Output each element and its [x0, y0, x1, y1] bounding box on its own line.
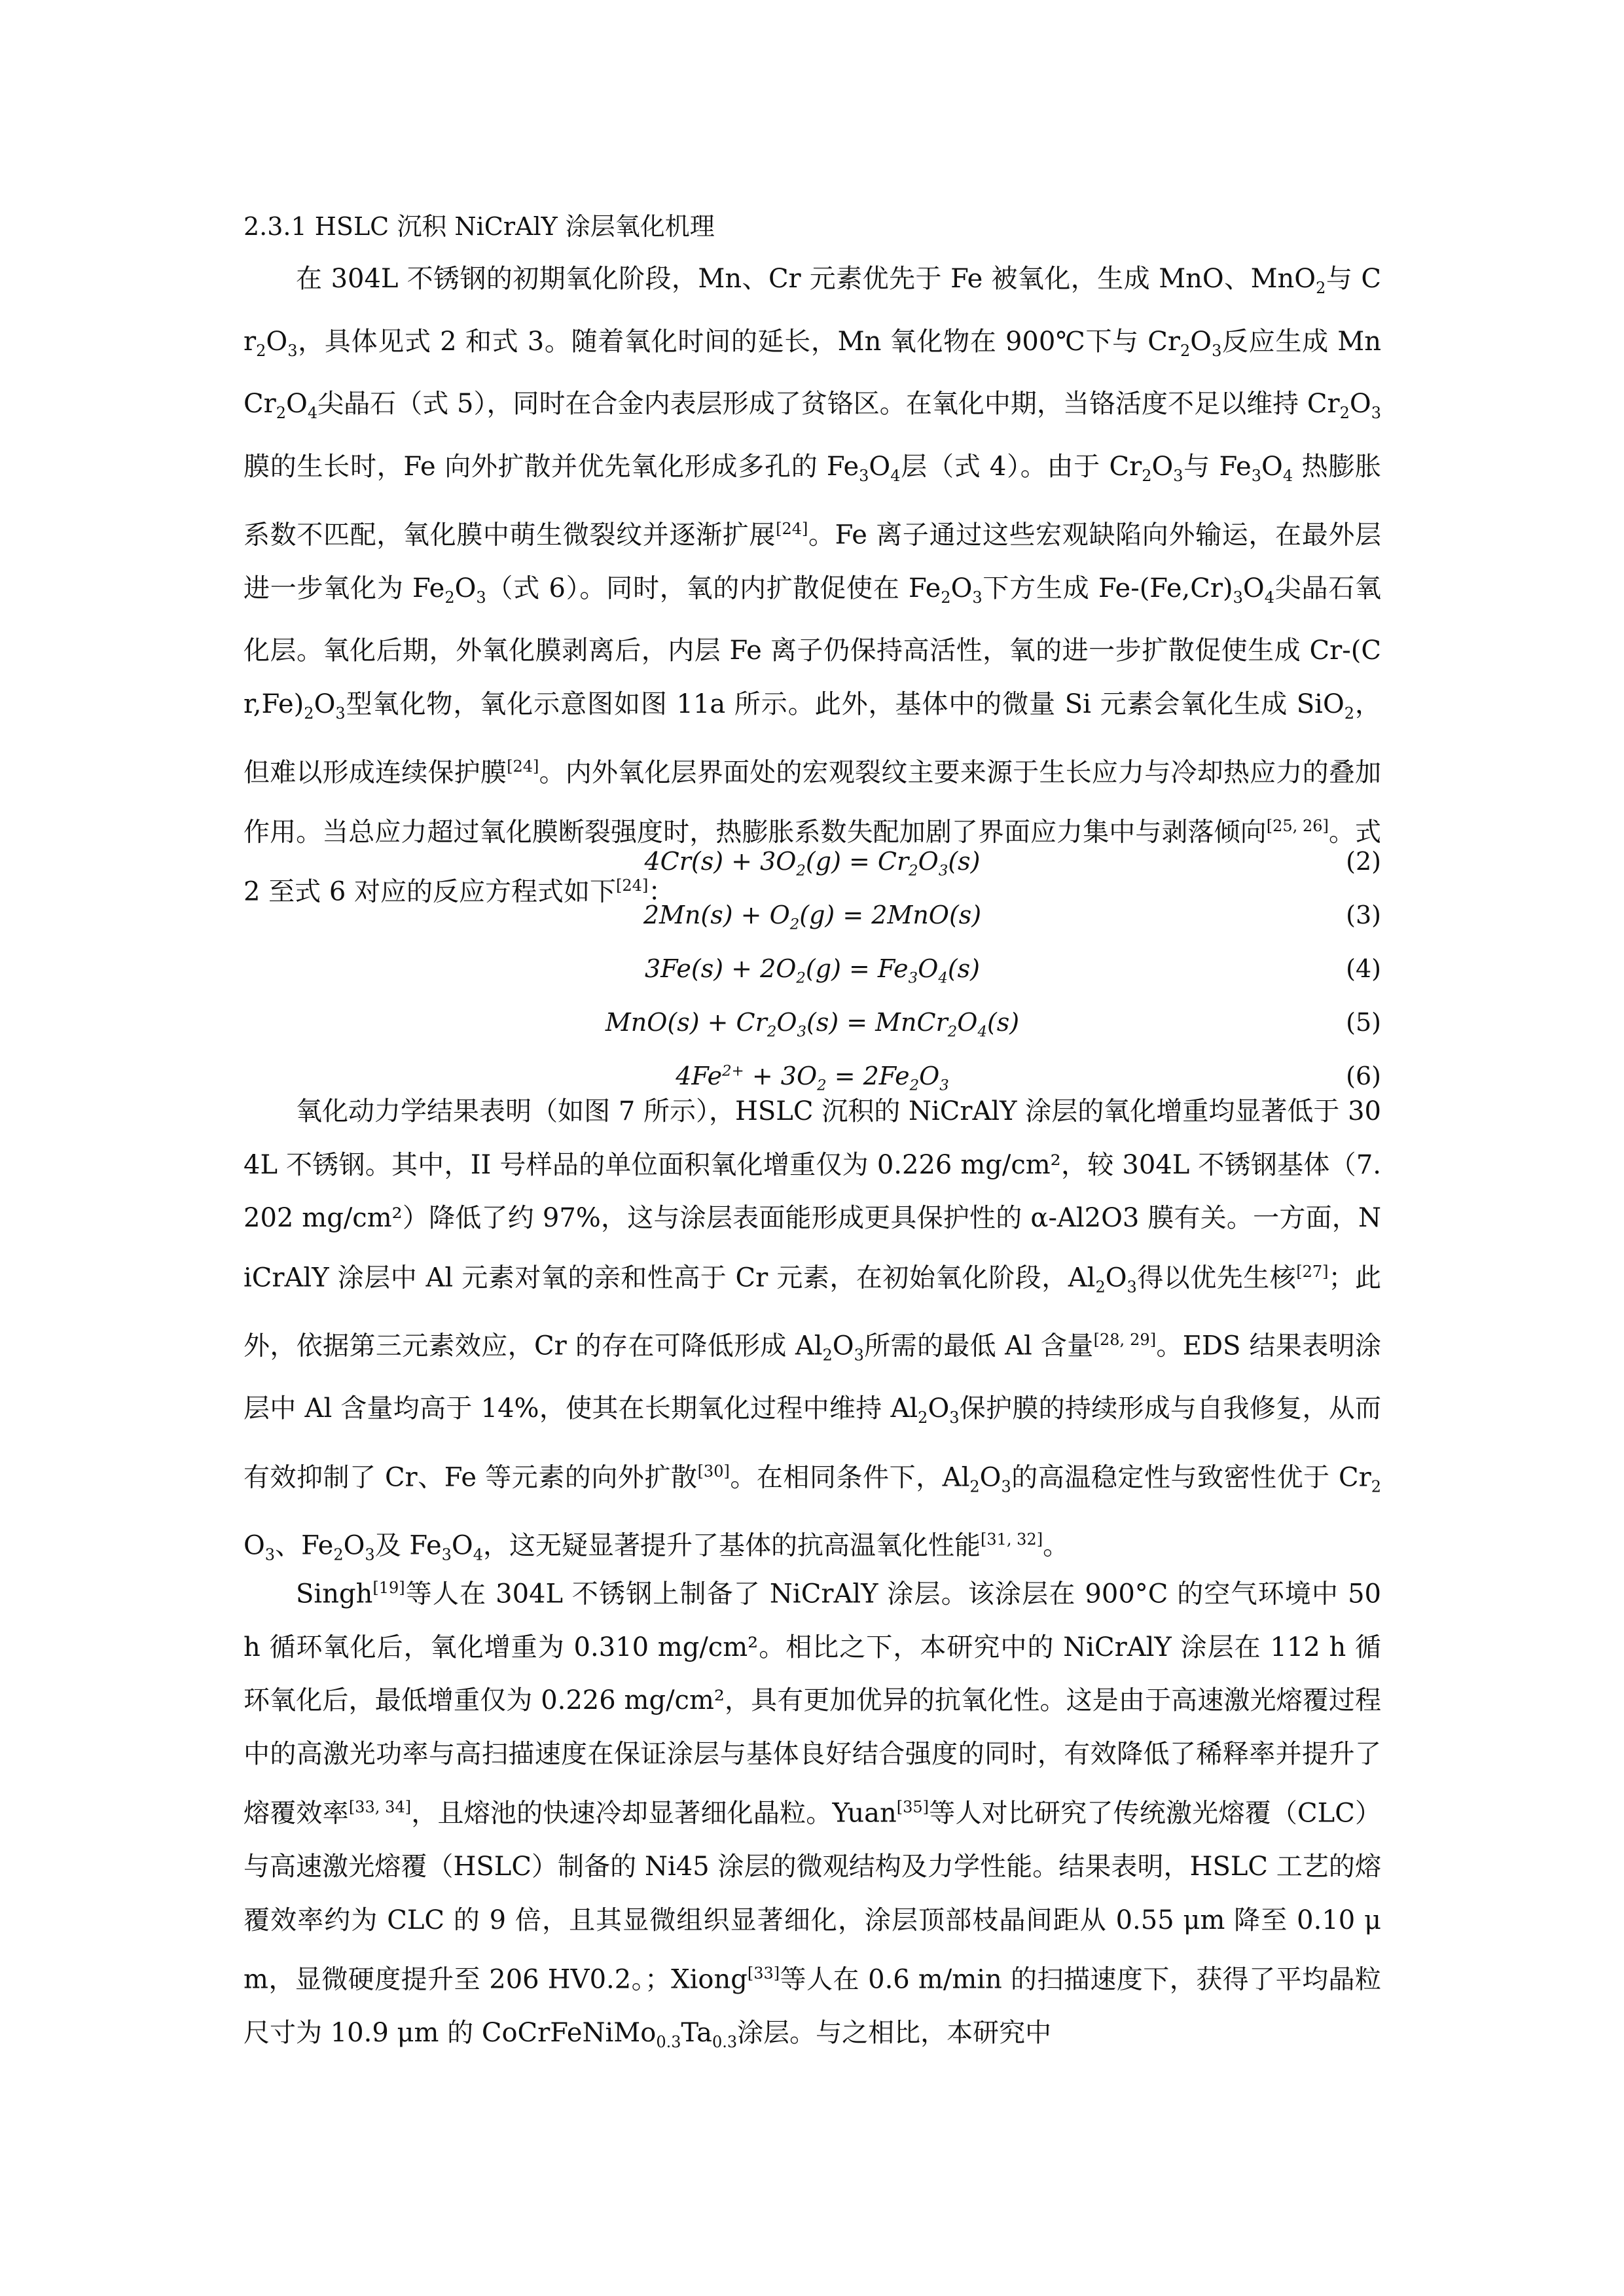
text-run: (s) — [947, 954, 981, 983]
subscript: 3 — [264, 1545, 276, 1564]
text-run: 层（式 4）。由于 Cr — [900, 451, 1142, 482]
text-run: O — [832, 1331, 854, 1361]
text-run: 型氧化物，氧化示意图如图 11a 所示。此外，基体中的微量 Si 元素会氧化生成 SiO — [345, 689, 1344, 719]
text-run: O — [950, 573, 973, 603]
text-run: (s) = MnCr — [806, 1008, 948, 1037]
equation-number: (3) — [1346, 901, 1381, 929]
subscript: 3 — [938, 862, 948, 880]
subscript: 2 — [918, 1408, 928, 1427]
text-run: O — [776, 1008, 797, 1037]
subscript: 3 — [797, 1023, 806, 1041]
text-run: 保护膜的持续形成与自我修复，从而有效抑制了 Cr、Fe 等元素的向外扩散 — [244, 1393, 1382, 1492]
equation-expression — [244, 847, 1381, 880]
text-run: 2Mn(s) + O — [643, 901, 790, 929]
text-run: O — [957, 1008, 978, 1037]
superscript: [25, 26] — [1266, 817, 1329, 836]
equation-expression — [244, 1008, 1381, 1041]
subscript: 2 — [333, 1545, 344, 1564]
subscript: 2 — [941, 588, 951, 607]
subscript: 3 — [939, 1077, 949, 1094]
subscript: 2 — [276, 404, 287, 422]
text-run: （式 6）。同时，氧的内扩散促使在 Fe — [486, 573, 941, 603]
subscript: 2 — [817, 1077, 827, 1094]
superscript: [24] — [616, 876, 649, 895]
subscript: 2 — [909, 1077, 920, 1094]
subscript: 2 — [1180, 341, 1191, 360]
subscript: 3 — [1212, 341, 1222, 360]
subscript: 3 — [1127, 1277, 1137, 1296]
text-run: O — [918, 954, 939, 983]
text-run: 所需的最低 Al 含量 — [863, 1331, 1094, 1361]
subscript: 3 — [859, 466, 869, 485]
text-run: 4Cr(s) + 3O — [644, 847, 797, 876]
text-run: 氧化动力学结果表明（如图 7 所示），HSLC 沉积的 NiCrAlY 涂层的氧化增重均显著低于 304L 不锈钢。其中，II 号样品的单位面积氧化增重仅为 0.226 mg/cm²，较 304L 不锈钢基体（7.202 mg/cm²）降低了约 97%，这与涂层表面能形成更具保护性的 α-Al2O3 膜有关。一方面，NiCrAlY 涂层中 Al 元素对氧的亲和性高于 Cr 元素，在初始氧化阶段，Al — [244, 1096, 1381, 1293]
subscript: 2 — [767, 1023, 777, 1041]
subscript: 3 — [1173, 466, 1183, 485]
text-run: O — [454, 573, 477, 603]
superscript: [27] — [1296, 1262, 1329, 1281]
superscript: [33] — [747, 1964, 780, 1983]
text-run: 。内外氧化层界面处的宏观裂纹主要来源于生长应力与冷却热应力的叠加作用。当总应力超过氧化膜断裂强度时，热膨胀系数失配加剧了界面应力集中与剥落倾向 — [244, 757, 1382, 848]
equation-expression — [244, 954, 1381, 987]
subscript: 4 — [1264, 588, 1274, 607]
subscript: 4 — [307, 404, 318, 422]
subscript: 4 — [977, 1023, 987, 1041]
text-run: (g) = 2MnO(s) — [799, 901, 982, 929]
subscript: 3 — [1251, 466, 1262, 485]
text-run: = 2Fe — [826, 1062, 910, 1090]
text-run: (s) — [986, 1008, 1020, 1037]
text-run: Ta — [681, 2017, 712, 2048]
text-run: O — [1151, 451, 1174, 482]
text-run: (g) = Fe — [805, 954, 909, 983]
equation-block — [244, 839, 1381, 1107]
text-run: ，这无疑显著提升了基体的抗高温氧化性能 — [483, 1530, 981, 1561]
subscript: 3 — [476, 588, 486, 607]
superscript: [35] — [896, 1798, 929, 1817]
subscript: 4 — [473, 1545, 483, 1564]
subscript: 3 — [441, 1545, 452, 1564]
superscript: [24] — [507, 757, 539, 776]
text-run: ，但难以形成连续保护膜 — [244, 689, 1381, 788]
subscript: 2 — [822, 1346, 833, 1365]
subscript: 2 — [796, 862, 806, 880]
subscript: 3 — [854, 1346, 864, 1365]
text-run: (s) — [948, 847, 981, 876]
text-run: 下方生成 Fe-(Fe,Cr) — [982, 573, 1233, 603]
equation-number: (4) — [1346, 954, 1381, 983]
subscript: 2 — [256, 341, 266, 360]
subscript: 2 — [1142, 466, 1152, 485]
subscript: 2 — [1344, 704, 1355, 723]
text-run: ，具体见式 2 和式 3。随着氧化时间的延长，Mn 氧化物在 900℃下与 Cr — [297, 326, 1180, 357]
text-run: 的高温稳定性与致密性优于 Cr — [1011, 1462, 1371, 1492]
text-run: 膜的生长时，Fe 向外扩散并优先氧化形成多孔的 Fe — [244, 451, 859, 482]
text-run: O — [1242, 573, 1265, 603]
superscript: [24] — [776, 520, 808, 538]
subscript: 3 — [335, 704, 346, 723]
text-run: MnO(s) + Cr — [605, 1008, 767, 1037]
text-run: 等人对比研究了传统激光熔覆（CLC）与高速激光熔覆（HSLC）制备的 Ni45 涂层的微观结构及力学性能。结果表明，HSLC 工艺的熔覆效率约为 CLC 的 9 倍，且其显微组织显著细化，涂层顶部枝晶间距从 0.55 μm 降至 0.10 μm，显微硬度提升至 206 HV0.2。；Xiong — [244, 1798, 1382, 1995]
equation-3 — [244, 893, 1381, 946]
text-run: O — [979, 1462, 1001, 1492]
subscript: 2 — [1316, 279, 1326, 297]
subscript: 2 — [444, 588, 455, 607]
text-run: 3Fe(s) + 2O — [644, 954, 797, 983]
subscript: 3 — [972, 588, 983, 607]
text-run: O — [266, 326, 288, 357]
text-run: 。 — [1043, 1530, 1070, 1561]
subscript: 4 — [938, 969, 948, 987]
subscript: 3 — [908, 969, 918, 987]
text-run: 与 Cr — [244, 264, 1382, 357]
text-run: + 3O — [744, 1062, 818, 1090]
subscript: 4 — [890, 466, 901, 485]
text-run: ，且熔池的快速冷却显著细化晶粒。Yuan — [411, 1798, 897, 1829]
subscript: 2 — [1371, 1477, 1381, 1496]
subscript: 3 — [1001, 1477, 1011, 1496]
paragraph-oxidation-kinetics — [244, 1085, 1381, 1582]
superscript: [28, 29] — [1093, 1331, 1157, 1350]
subscript: 3 — [949, 1408, 960, 1427]
text-run: 涂层。与之相比，本研究中 — [737, 2017, 1052, 2048]
text-run: Singh — [296, 1579, 373, 1609]
text-run: O — [1349, 389, 1371, 419]
subscript: 3 — [1233, 588, 1243, 607]
subscript: 2 — [969, 1477, 980, 1496]
subscript: 2 — [789, 916, 800, 933]
text-run: O — [314, 689, 336, 719]
text-run: 得以优先生核 — [1136, 1262, 1297, 1293]
equation-4 — [244, 946, 1381, 1000]
subscript: 0.3 — [656, 2032, 681, 2051]
text-run: O — [343, 1530, 365, 1561]
text-run: 4Fe — [676, 1062, 723, 1090]
equation-2 — [244, 839, 1381, 893]
subscript: 3 — [287, 341, 298, 360]
equation-number: (6) — [1346, 1062, 1381, 1090]
superscript: 2+ — [722, 1062, 744, 1080]
text-run: O — [1190, 326, 1212, 357]
text-run: O — [451, 1530, 473, 1561]
text-run: O — [869, 451, 891, 482]
subscript: 0.3 — [712, 2032, 738, 2051]
text-run: 及 Fe — [374, 1530, 442, 1561]
subscript: 2 — [947, 1023, 958, 1041]
text-run: 等人在 304L 不锈钢上制备了 NiCrAlY 涂层。该涂层在 900°C 的空气环境中 50 h 循环氧化后，氧化增重为 0.310 mg/cm²。相比之下，本研究中的 NiCrAlY 涂层在 112 h 循环氧化后，最低增重仅为 0.226 mg/cm²，具有更加优异的抗氧化性。这是由于高速激光熔覆过程中的高激光功率与高扫描速度在保证涂层与基体良好结合强度的同时，有效降低了稀释率并提升了熔覆效率 — [244, 1579, 1381, 1829]
text-run: 等人在 0.6 m/min 的扫描速度下，获得了平均晶粒尺寸为 10.9 μm 的 CoCrFeNiMo — [244, 1964, 1381, 2048]
superscript: [19] — [372, 1579, 405, 1597]
text-run: O — [928, 1393, 950, 1424]
subscript: 2 — [1339, 404, 1350, 422]
text-run: O — [919, 1062, 940, 1090]
subscript: 2 — [796, 969, 806, 987]
text-run: 尖晶石（式 5），同时在合金内表层形成了贫铬区。在氧化中期，当铬活度不足以维持 Cr — [317, 389, 1340, 419]
text-run: 。Fe 离子通过这些宏观缺陷向外输运，在最外层进一步氧化为 Fe — [244, 520, 1382, 603]
text-run: 尖晶石氧化层。氧化后期，外氧化膜剥离后，内层 Fe 离子仍保持高活性，氧的进一步扩散促使生成 Cr-(Cr,Fe) — [244, 573, 1382, 719]
text-run: 。EDS 结果表明涂层中 Al 含量均高于 14%，使其在长期氧化过程中维持 Al — [244, 1331, 1382, 1424]
equation-number: (2) — [1346, 847, 1381, 876]
text-run: O — [918, 847, 939, 876]
section-heading: 2.3.1 HSLC 沉积 NiCrAlY 涂层氧化机理 — [244, 212, 715, 241]
text-run: 与 Fe — [1183, 451, 1252, 482]
subscript: 2 — [1095, 1277, 1106, 1296]
text-run: O — [244, 1530, 265, 1561]
subscript: 4 — [1282, 466, 1293, 485]
text-run: 反应生成 MnCr — [244, 326, 1381, 419]
text-run: O — [1105, 1262, 1127, 1293]
text-run: O — [286, 389, 308, 419]
text-run: 、Fe — [275, 1530, 334, 1561]
equation-expression — [244, 901, 1381, 933]
superscript: [33, 34] — [348, 1798, 412, 1817]
text-run: ；此外，依据第三元素效应，Cr 的存在可降低形成 Al — [244, 1262, 1382, 1361]
equation-5 — [244, 1000, 1381, 1054]
equation-number: (5) — [1346, 1008, 1381, 1037]
superscript: [31, 32] — [981, 1530, 1043, 1549]
text-run: 热膨胀系数不匹配，氧化膜中萌生微裂纹并逐渐扩展 — [244, 451, 1382, 550]
superscript: [30] — [697, 1462, 730, 1480]
text-run: 。式 2 至式 6 对应的反应方程式如下 — [244, 817, 1382, 907]
subscript: 3 — [365, 1545, 375, 1564]
subscript: 2 — [909, 862, 918, 880]
paragraph-oxidation-mechanism — [244, 253, 1381, 919]
text-run: (g) = Cr — [805, 847, 909, 876]
paragraph-comparison-literature — [244, 1562, 1381, 2069]
subscript: 2 — [304, 704, 314, 723]
text-run: O — [1261, 451, 1283, 482]
text-run: 在 304L 不锈钢的初期氧化阶段，Mn、Cr 元素优先于 Fe 被氧化，生成 MnO、MnO — [296, 264, 1316, 294]
text-run: ： — [648, 876, 675, 907]
subscript: 3 — [1371, 404, 1381, 422]
text-run: 。在相同条件下，Al — [729, 1462, 970, 1492]
